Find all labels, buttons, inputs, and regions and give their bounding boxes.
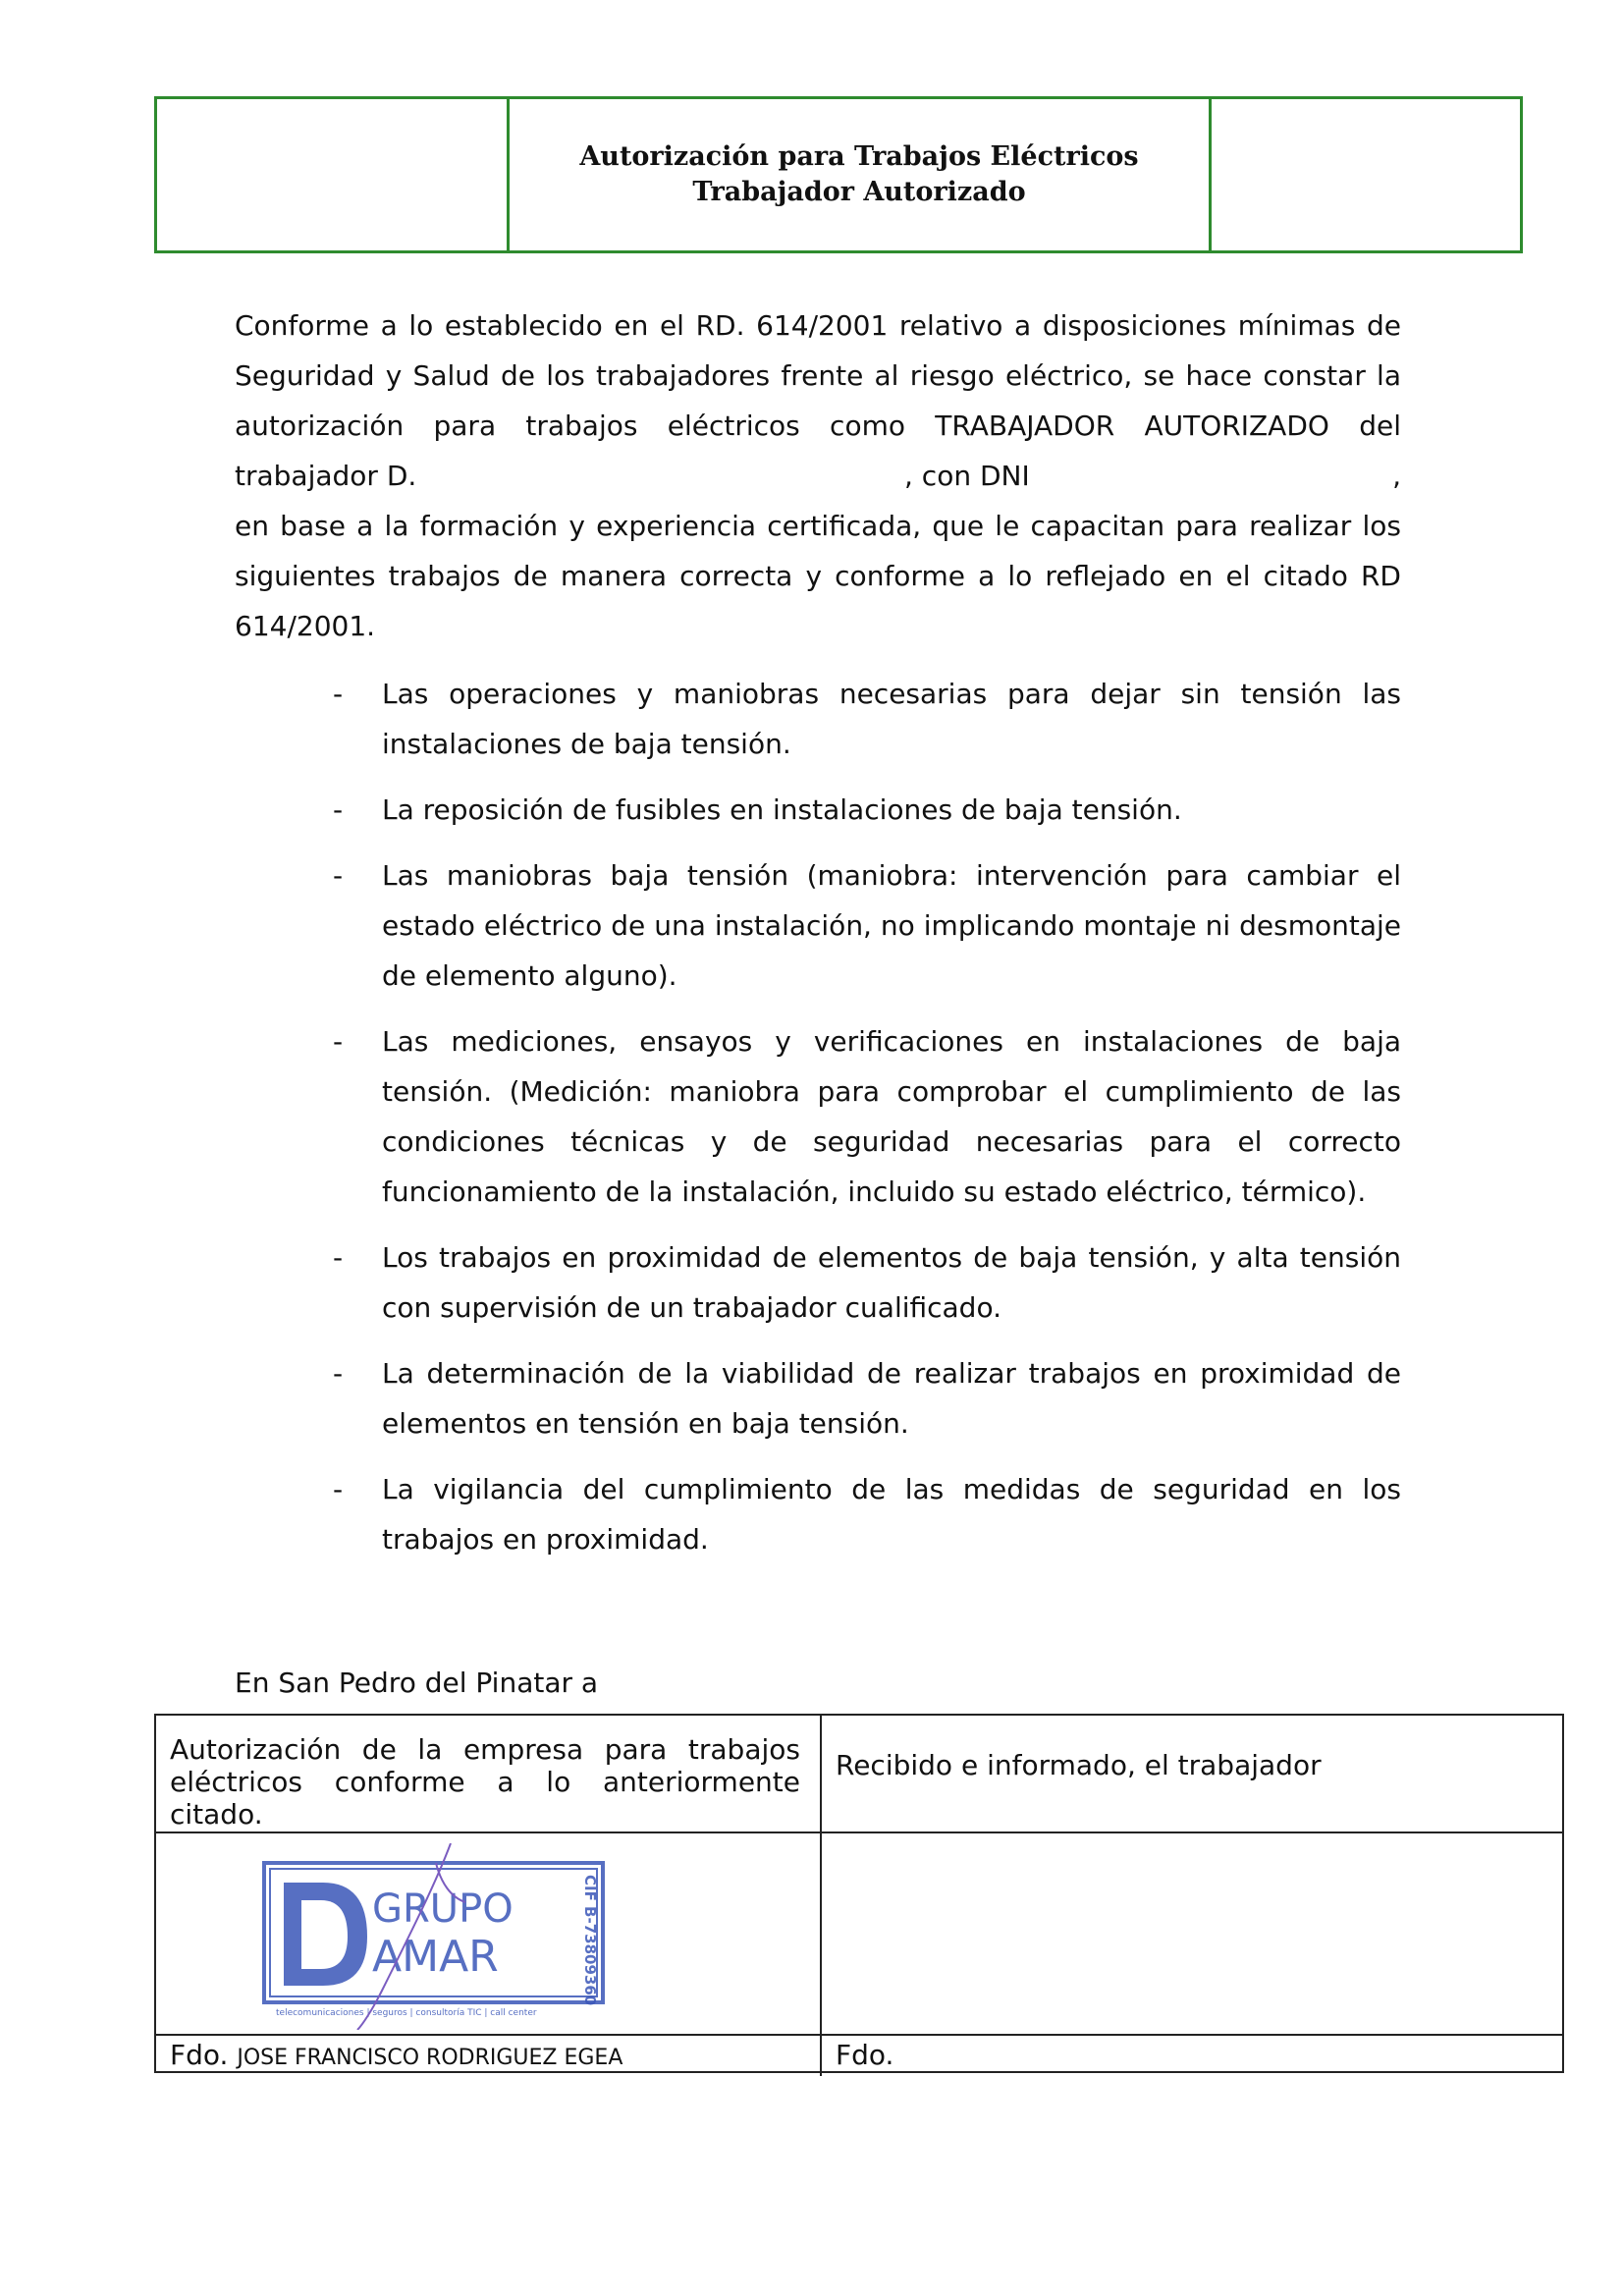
company-signer-cell [156, 2036, 822, 2076]
list-item [235, 1232, 1401, 1333]
list-item-text: Las maniobras baja tensión (maniobra: intervención para cambiar el estado eléctrico de una instalación, no implicando montaje ni desmontaje de elemento alguno). [382, 859, 1401, 992]
worker-name-label: trabajador D. [235, 460, 417, 492]
document-title: Autorización para Trabajos Eléctricos [579, 141, 1139, 172]
intro-line: en base a la formación y experiencia certificada, que le capacitan para realizar los [235, 510, 1401, 542]
list-bullet: - [333, 678, 344, 710]
list-item [235, 785, 1401, 835]
intro-line: siguientes trabajos de manera correcta y conforme a lo reflejado en el citado RD [235, 560, 1401, 592]
worker-name-line [235, 451, 1401, 501]
intro-line: 614/2001. [235, 610, 376, 642]
worker-sign-cell: Fdo. [836, 2039, 894, 2071]
stamp-tagline: telecomunicaciones | seguros | consultoría TIC | call center [276, 2008, 537, 2018]
list-item-text: Los trabajos en proximidad de elementos de baja tensión, y alta tensión con supervisión de un trabajador cualificado. [382, 1241, 1401, 1324]
stamp-line1: GRUPO [372, 1886, 514, 1932]
list-item-text: Las operaciones y maniobras necesarias para dejar sin tensión las instalaciones de baja tensión. [382, 678, 1401, 760]
intro-paragraph [235, 301, 1401, 651]
worker-signature-cell [822, 1833, 1562, 2036]
dni-label: , con DNI [904, 460, 1030, 492]
dni-comma: , [1392, 460, 1401, 492]
list-item-text: Las mediciones, ensayos y verificaciones en instalaciones de baja tensión. (Medición: maniobra para comprobar el cumplimiento de las condiciones técnicas y de seguridad necesarias para el correcto funcionamiento de la instalación, incluido su estado eléctrico, térmico). [382, 1025, 1401, 1208]
company-stamp [254, 1843, 627, 2030]
list-bullet: - [333, 1357, 344, 1390]
list-bullet: - [333, 1473, 344, 1505]
signature-table [154, 1714, 1564, 2073]
dni-group [904, 451, 1401, 501]
authorized-tasks-list [235, 669, 1401, 1580]
intro-line: Conforme a lo establecido en el RD. 614/2001 relativo a disposiciones mínimas de [235, 309, 1401, 342]
list-bullet: - [333, 1241, 344, 1274]
list-item [235, 1016, 1401, 1217]
company-signer-name: JOSE FRANCISCO RODRIGUEZ EGEA [237, 2046, 623, 2070]
document-subtitle: Trabajador Autorizado [692, 177, 1026, 207]
list-bullet: - [333, 859, 344, 892]
list-bullet: - [333, 793, 344, 826]
header-code-cell [1212, 99, 1520, 250]
company-sign-prefix: Fdo. [170, 2039, 229, 2071]
stamp-cif: CIF B-73809360 [581, 1875, 599, 2006]
place-date-line: En San Pedro del Pinatar a [235, 1667, 599, 1699]
company-authorization-cell: Autorización de la empresa para trabajos eléctricos conforme a lo anteriormente citado. [156, 1716, 822, 1833]
list-item-text: La vigilancia del cumplimiento de las medidas de seguridad en los trabajos en proximidad. [382, 1473, 1401, 1556]
header-title-cell [510, 99, 1212, 250]
list-item [235, 1348, 1401, 1449]
stamp-line2: AMAR [372, 1932, 499, 1982]
list-item-text: La reposición de fusibles en instalaciones de baja tensión. [382, 793, 1182, 826]
list-item [235, 1464, 1401, 1564]
list-bullet: - [333, 1025, 344, 1058]
company-stamp-cell [156, 1833, 822, 2036]
list-item-text: La determinación de la viabilidad de realizar trabajos en proximidad de elementos en tensión en baja tensión. [382, 1357, 1401, 1440]
worker-received-cell: Recibido e informado, el trabajador [822, 1716, 1562, 1833]
header-table [154, 96, 1523, 253]
header-logo-cell [157, 99, 510, 250]
intro-line: Seguridad y Salud de los trabajadores frente al riesgo eléctrico, se hace constar la [235, 359, 1401, 392]
list-item [235, 850, 1401, 1001]
intro-line: autorización para trabajos eléctricos como TRABAJADOR AUTORIZADO del [235, 410, 1401, 442]
list-item [235, 669, 1401, 769]
